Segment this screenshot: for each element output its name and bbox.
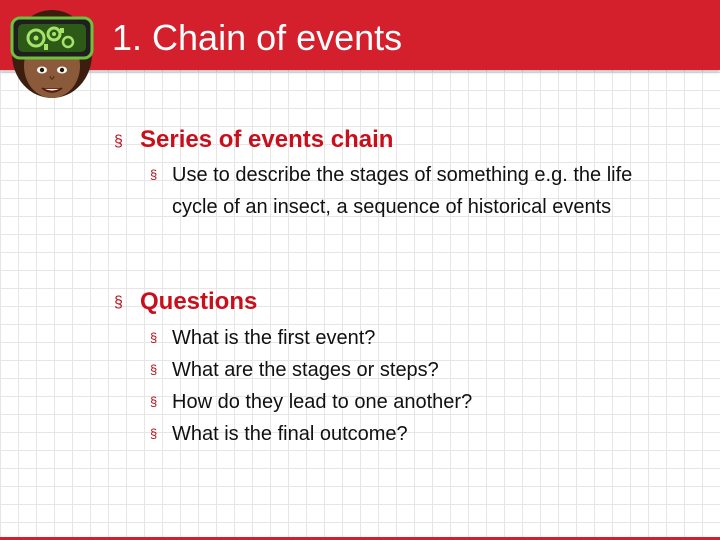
list-item: Use to describe the stages of something e.g. the life cycle of an insect, a sequence of historical events <box>172 164 633 218</box>
list-item: What are the stages or steps? <box>172 359 439 381</box>
bullet-icon: § <box>114 294 123 311</box>
slide-title: 1. Chain of events <box>112 17 403 58</box>
bullet-icon: § <box>150 426 158 441</box>
bullet-icon: § <box>150 362 158 377</box>
list-item: What is the final outcome? <box>172 423 408 445</box>
section-heading: Questions <box>140 288 258 315</box>
section-heading: Series of events chain <box>140 126 394 153</box>
bullet-icon: § <box>150 394 158 409</box>
bullet-icon: § <box>150 167 158 182</box>
list-item: What is the first event? <box>172 327 376 349</box>
list-item: How do they lead to one another? <box>172 391 473 413</box>
bullet-icon: § <box>150 330 158 345</box>
bullet-icon: § <box>114 133 123 150</box>
